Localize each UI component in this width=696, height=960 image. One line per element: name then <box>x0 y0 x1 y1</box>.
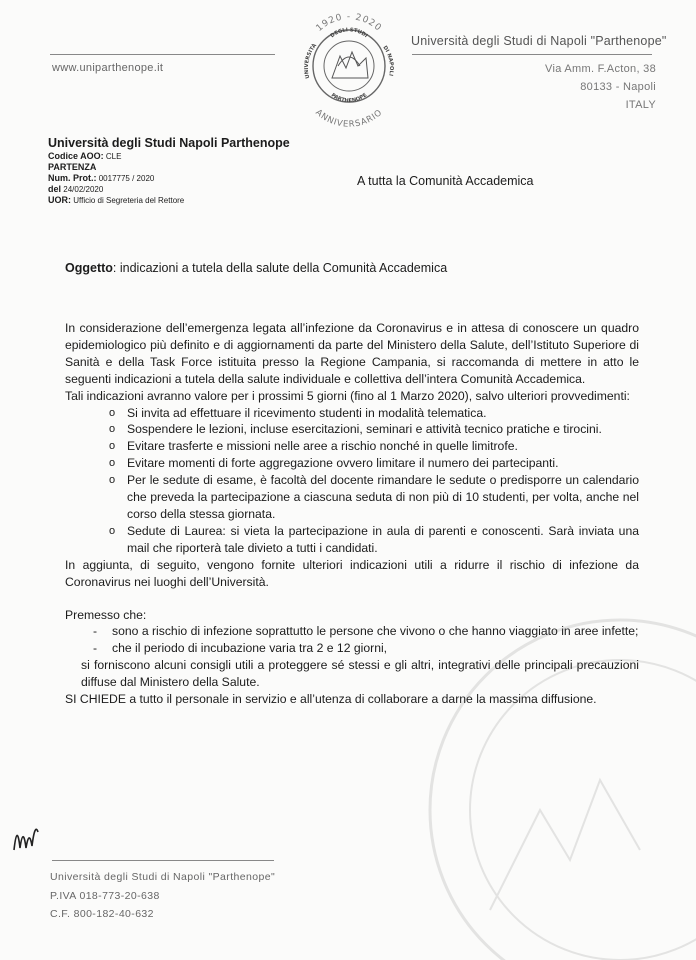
footer-block <box>50 868 275 924</box>
protocol-row-aoo: Codice AOO: CLE <box>48 151 122 161</box>
footer-rule <box>52 860 274 861</box>
list-item: - sono a rischio di infezione soprattutto le persone che vivono o che hanno viaggiato in aree infette; <box>93 624 639 639</box>
footer-tax-code: C.F. 800-182-40-632 <box>50 908 154 920</box>
svg-text:UNIVERSITÀ <box>304 42 318 79</box>
header-rule-left <box>50 54 275 55</box>
watermark-seal <box>400 580 696 960</box>
university-seal <box>290 8 408 130</box>
list-item: o Per le sedute di esame, è facoltà del docente rimandare le sedute o predisporre un calendario che preveda la partecipazione a ciascuna seduta di non più di 10 studenti, per volta, anche nel corso della stessa giornata. <box>109 473 639 521</box>
protocol-organization: Università degli Studi Napoli Parthenope <box>48 136 290 150</box>
protocol-row-direction: PARTENZA <box>48 162 97 172</box>
list-item: o Sospendere le lezioni, incluse esercitazioni, seminari e attività tecnico pratiche e tirocini. <box>109 422 602 437</box>
intro-paragraph: In considerazione dell’emergenza legata all’infezione da Coronavirus e in attesa di conoscere un quadro epidemiologico più definito e di aggiornamenti da parte del Ministero della Salute, dell’Istituto Superiore di Sanità e della Task Force istituita presso la Regione Campania, si raccomanda di mettere in atto le seguenti indicazioni a tutela della salute individuale e collettiva dell’intera Comunità Accademica. <box>65 321 639 386</box>
website-link[interactable]: www.uniparthenope.it <box>52 62 164 74</box>
list-item: o Evitare trasferte e missioni nelle aree a rischio nonché in quelle limitrofe. <box>109 439 518 454</box>
seal-ring-bottom: PARTHENOPE <box>329 92 369 105</box>
seal-years: 1920 - 2020 <box>314 12 384 34</box>
seal-ring-top: DEGLI STUDI <box>329 27 369 40</box>
handwritten-signature <box>8 812 78 862</box>
protocol-row-uor: UOR: Ufficio di Segreteria del Rettore <box>48 195 185 205</box>
protocol-row-number: Num. Prot.: 0017775 / 2020 <box>48 173 155 183</box>
address-city: 80133 - Napoli <box>580 81 656 93</box>
validity-paragraph: Tali indicazioni avranno valore per i prossimi 5 giorni (fino al 1 Marzo 2020), salvo ulteriori provvedimenti: <box>65 388 630 403</box>
seal-ring-left: UNIVERSITÀ <box>303 42 319 80</box>
subject-label: Oggetto <box>65 261 113 275</box>
additional-paragraph: In aggiunta, di seguito, vengono fornite ulteriori indicazioni utili a ridurre il rischio di infezione da Coronavirus nei luoghi dell’Università. <box>65 557 639 589</box>
list-item: o Si invita ad effettuare il ricevimento studenti in modalità telematica. <box>109 405 487 420</box>
svg-text:PARTHENOPE <box>330 92 369 104</box>
svg-text:DEGLI STUDI <box>330 27 369 39</box>
seal-anniversary: ANNIVERSARIO <box>313 107 385 130</box>
svg-text:ANNIVERSARIO <box>313 108 384 130</box>
address-street: Via Amm. F.Acton, 38 <box>545 63 656 75</box>
svg-text:DI NAPOLI <box>381 45 394 77</box>
subject-text: : indicazioni a tutela della salute della Comunità Accademica <box>112 261 448 275</box>
measures-list <box>65 405 639 557</box>
footer-university-name: Università degli Studi di Napoli "Parthenope" <box>50 871 276 883</box>
recipient: A tutta la Comunità Accademica <box>357 174 534 188</box>
list-item: o Sedute di Laurea: si vieta la partecipazione in aula di parenti e conoscenti. Sarà inviata una mail che riporterà tale divieto a tutti i candidati. <box>109 523 639 555</box>
subject-line <box>65 261 447 275</box>
advice-paragraph: si forniscono alcuni consigli utili a proteggere sé stessi e gli altri, integrativi delle principali precauzioni diffuse dal Ministero della Salute. <box>81 658 639 690</box>
list-item: o Evitare momenti di forte aggregazione ovvero limitare il numero dei partecipanti. <box>109 456 559 471</box>
header-university-name: Università degli Studi di Napoli "Parthenope" <box>411 34 667 48</box>
protocol-block <box>48 135 290 206</box>
protocol-row-date: del 24/02/2020 <box>48 184 104 194</box>
seal-ring-right: DI NAPOLI <box>381 44 395 77</box>
header-rule-right <box>412 54 652 55</box>
list-item: - che il periodo di incubazione varia tra 2 e 12 giorni, <box>93 641 388 656</box>
footer-vat: P.IVA 018-773-20-638 <box>50 889 160 902</box>
address-country: ITALY <box>625 99 656 111</box>
premise-heading: Premesso che: <box>65 607 147 622</box>
closing-paragraph: SI CHIEDE a tutto il personale in servizio e all’utenza di collaborare a darne la massima diffusione. <box>65 692 597 707</box>
